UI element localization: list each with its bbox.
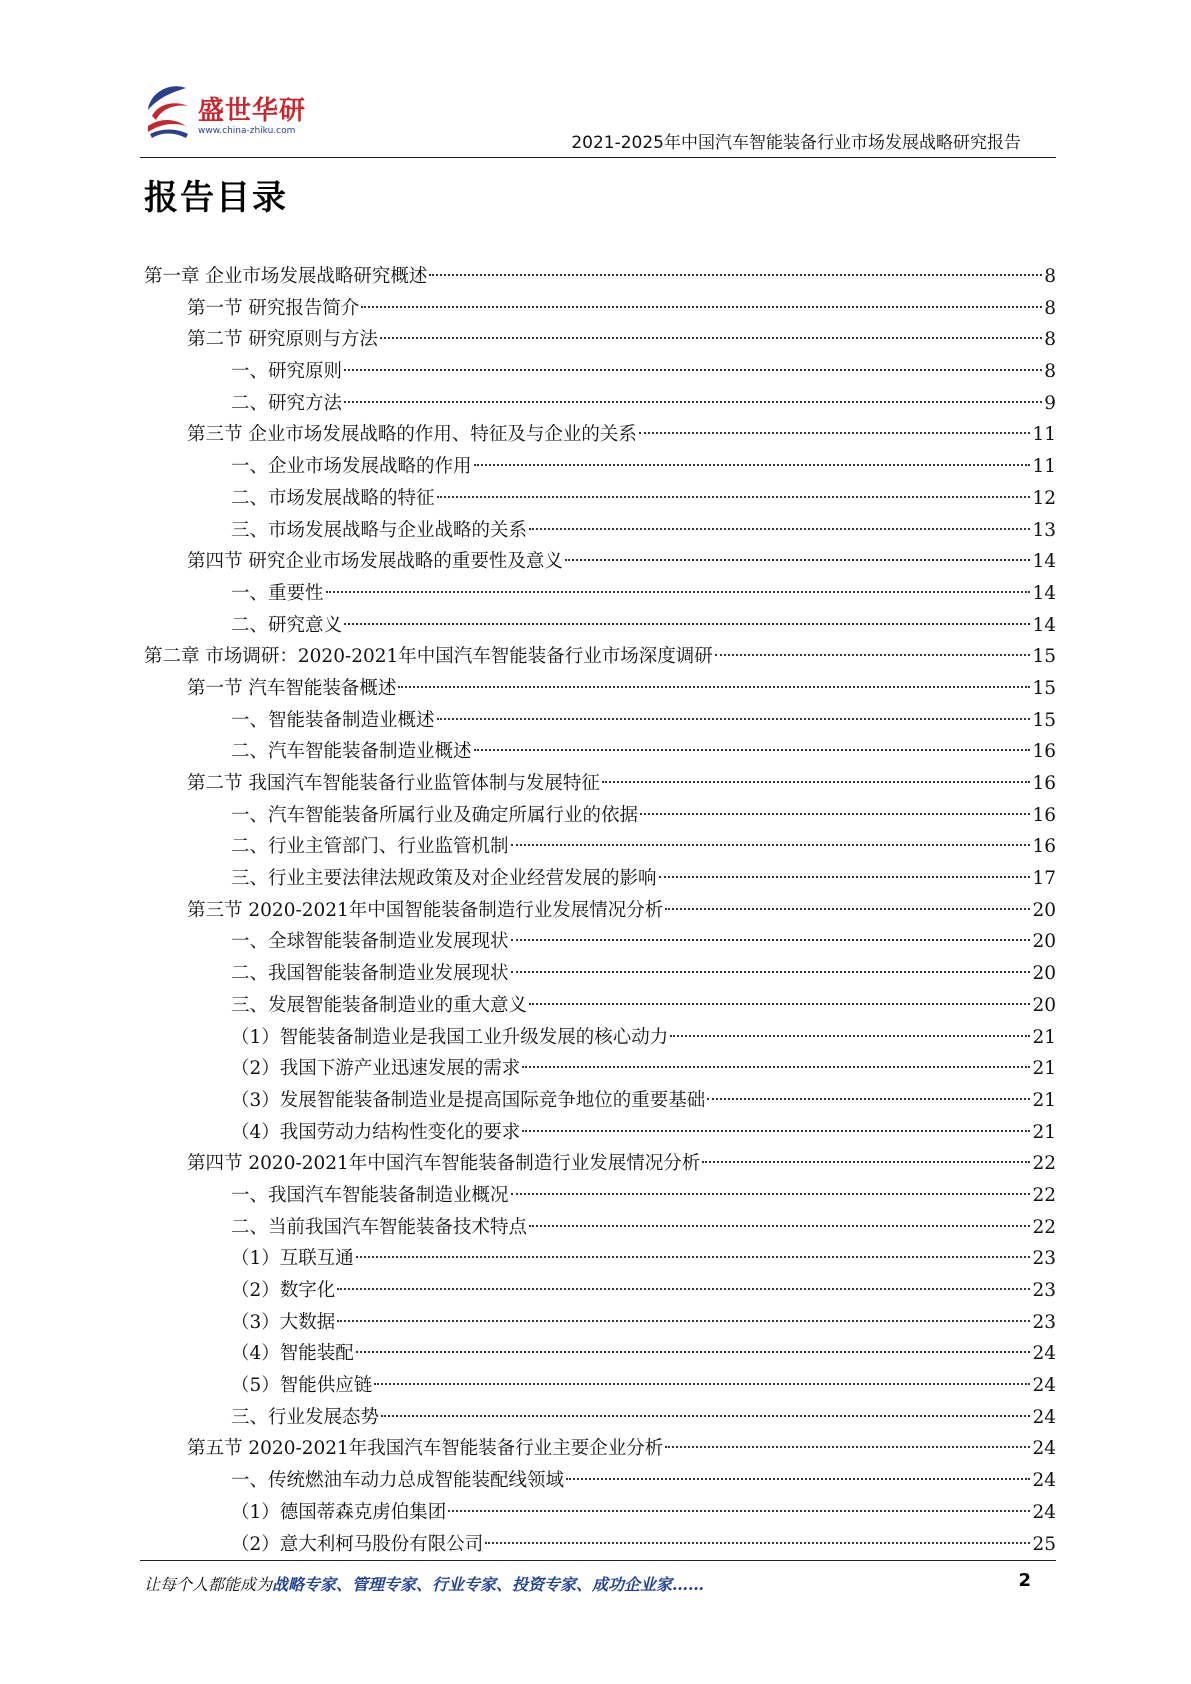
toc-entry-page: 15 [1032,677,1056,699]
toc-entry[interactable] [144,1338,1056,1370]
toc-dot-leader [344,369,1042,371]
footer-slogan-lead: 让每个人都能成为 [144,1575,273,1594]
toc-dot-leader [361,306,1042,308]
toc-entry-label: （2）我国下游产业迅速发展的需求 [231,1058,521,1080]
toc-entry-page: 16 [1032,836,1056,858]
toc-entry-label: （2）数字化 [231,1280,336,1301]
toc-dot-leader [715,654,1031,656]
toc-entry[interactable] [144,1117,1056,1149]
toc-entry-label: 一、企业市场发展战略的作用 [231,456,472,478]
page-number: 2 [1018,1570,1031,1591]
toc-entry-page: 15 [1032,646,1056,668]
toc-dot-leader [522,1130,1030,1132]
toc-dot-leader [665,908,1030,910]
toc-entry-label: 一、全球智能装备制造业发展现状 [231,931,509,953]
toc-entry-label: 第一节 汽车智能装备概述 [187,677,397,699]
toc-dot-leader [337,1320,1030,1322]
toc-entry-label: 二、研究意义 [231,614,343,636]
toc-entry-label: （3）大数据 [231,1311,336,1333]
toc-entry-page: 20 [1032,899,1056,921]
toc-entry[interactable] [144,1433,1056,1465]
report-title: 2021-2025年中国汽车智能装备行业市场发展战略研究报告 [571,133,1021,153]
toc-entry[interactable] [144,293,1056,325]
toc-entry-page: 24 [1032,1343,1056,1365]
toc-entry[interactable] [144,1085,1056,1117]
toc-entry-page: 16 [1032,773,1056,794]
toc-dot-leader [380,337,1042,339]
toc-entry[interactable] [144,831,1056,863]
toc-entry-page: 22 [1032,1153,1056,1175]
toc-dot-leader [529,1003,1030,1005]
toc-dot-leader [437,718,1031,720]
toc-dot-leader [511,939,1031,941]
toc-entry[interactable] [144,673,1056,705]
toc-entry[interactable] [144,1212,1056,1244]
toc-entry[interactable] [144,736,1056,768]
toc-entry[interactable] [144,388,1056,420]
toc-dot-leader [356,1351,1031,1353]
toc-entry-label: 第一章 企业市场发展战略研究概述 [144,266,428,287]
toc-dot-leader [602,781,1031,783]
toc-entry[interactable] [144,578,1056,610]
toc-dot-leader [437,496,1031,498]
toc-entry-label: 二、研究方法 [231,392,343,414]
toc-entry-page: 22 [1032,1184,1056,1206]
table-of-contents [144,261,1056,1560]
logo-url: www.china-zhiku.com [198,126,296,136]
toc-dot-leader [374,1383,1030,1385]
toc-entry[interactable] [144,705,1056,737]
toc-dot-leader [665,1446,1030,1448]
toc-entry[interactable] [144,800,1056,832]
toc-entry-label: （2）意大利柯马股份有限公司 [231,1533,484,1555]
toc-entry[interactable] [144,1402,1056,1434]
toc-entry[interactable] [144,863,1056,895]
toc-entry-label: 第二章 市场调研：2020-2021年中国汽车智能装备行业市场深度调研 [144,646,713,668]
toc-dot-leader [448,1510,1030,1512]
toc-entry-page: 23 [1032,1248,1056,1270]
footer-divider [140,1560,1056,1561]
toc-entry-page: 23 [1032,1311,1056,1333]
toc-dot-leader [344,401,1042,403]
toc-entry-page: 21 [1032,1089,1056,1111]
toc-entry-label: 二、汽车智能装备制造业概述 [231,741,472,763]
toc-entry[interactable] [144,356,1056,388]
toc-entry[interactable] [144,483,1056,515]
toc-entry-label: 第四节 2020-2021年中国汽车智能装备制造行业发展情况分析 [187,1153,701,1175]
toc-entry[interactable] [144,451,1056,483]
toc-entry-label: 三、行业发展态势 [231,1406,380,1428]
toc-dot-leader [474,749,1031,751]
toc-entry[interactable] [144,895,1056,927]
toc-entry-label: 一、研究原则 [231,361,343,383]
toc-dot-leader [566,1478,1030,1480]
toc-entry-label: 一、传统燃油车动力总成智能装配线领域 [231,1470,565,1492]
toc-entry-label: （1）德国蒂森克虏伯集团 [231,1501,447,1523]
toc-entry-label: （4）智能装配 [231,1343,354,1365]
toc-entry[interactable] [144,1243,1056,1275]
toc-dot-leader [398,686,1030,688]
toc-entry[interactable] [144,958,1056,990]
toc-entry-page: 14 [1032,582,1056,604]
toc-entry-page: 16 [1032,741,1056,763]
toc-entry-label: 三、市场发展战略与企业战略的关系 [231,519,528,541]
toc-entry-page: 17 [1032,868,1056,890]
toc-entry-page: 24 [1032,1501,1056,1523]
toc-entry-page: 21 [1032,1121,1056,1143]
toc-entry-label: 第二节 研究原则与方法 [187,329,378,351]
toc-entry-label: 三、发展智能装备制造业的重大意义 [231,994,528,1016]
toc-entry-label: （4）我国劳动力结构性变化的要求 [231,1121,521,1143]
header-divider [140,157,1056,158]
toc-dot-leader [529,528,1030,530]
toc-entry-page: 24 [1032,1438,1056,1460]
toc-entry-page: 13 [1032,519,1056,541]
toc-entry-page: 9 [1044,392,1056,414]
toc-entry-page: 8 [1044,329,1056,351]
toc-dot-leader [522,1066,1030,1068]
toc-entry-label: 第一节 研究报告简介 [187,297,360,319]
toc-dot-leader [511,1193,1031,1195]
toc-entry[interactable] [144,261,1056,293]
toc-entry[interactable] [144,1180,1056,1212]
toc-dot-leader [511,844,1031,846]
toc-entry[interactable] [144,1053,1056,1085]
toc-entry-label: 一、我国汽车智能装备制造业概况 [231,1184,509,1206]
toc-entry-label: （3）发展智能装备制造业是提高国际竞争地位的重要基础 [231,1089,706,1111]
toc-entry-page: 16 [1032,804,1056,826]
toc-dot-leader [326,591,1031,593]
toc-entry[interactable] [144,324,1056,356]
toc-dot-leader [702,1161,1030,1163]
page-header [0,0,1191,170]
toc-entry-page: 24 [1032,1406,1056,1428]
toc-entry[interactable] [144,546,1056,578]
toc-entry[interactable] [144,1465,1056,1497]
toc-entry-page: 11 [1032,456,1056,478]
toc-entry-page: 8 [1044,361,1056,383]
toc-dot-leader [707,1098,1030,1100]
toc-entry[interactable] [144,1275,1056,1307]
toc-entry-page: 23 [1032,1280,1056,1301]
toc-entry-page: 8 [1044,297,1056,319]
toc-entry-label: 二、当前我国汽车智能装备技术特点 [231,1216,528,1238]
toc-dot-leader [337,1288,1030,1290]
toc-entry-page: 24 [1032,1470,1056,1492]
toc-entry-page: 20 [1032,994,1056,1016]
toc-entry-page: 11 [1032,424,1056,446]
toc-entry-label: （1）互联互通 [231,1248,354,1270]
toc-dot-leader [659,876,1031,878]
toc-entry-label: 三、行业主要法律法规政策及对企业经营发展的影响 [231,868,657,890]
toc-entry-page: 8 [1044,266,1056,287]
toc-dot-leader [670,1035,1030,1037]
toc-entry-label: 一、汽车智能装备所属行业及确定所属行业的依据 [231,804,639,826]
toc-entry[interactable] [144,1497,1056,1529]
toc-entry[interactable] [144,990,1056,1022]
toc-entry[interactable] [144,641,1056,673]
toc-entry-label: 二、市场发展战略的特征 [231,487,435,509]
toc-entry-page: 21 [1032,1058,1056,1080]
toc-entry-label: 第五节 2020-2021年我国汽车智能装备行业主要企业分析 [187,1438,664,1460]
toc-entry-page: 21 [1032,1026,1056,1048]
toc-entry-page: 14 [1032,614,1056,636]
toc-dot-leader [529,1225,1030,1227]
toc-entry-label: （1）智能装备制造业是我国工业升级发展的核心动力 [231,1026,669,1048]
footer-slogan [144,1572,704,1595]
toc-dot-leader [381,1415,1030,1417]
footer-slogan-highlight: 战略专家、管理专家、行业专家、投资专家、成功企业家…… [272,1575,705,1594]
toc-dot-leader [640,813,1030,815]
logo-emblem-icon [140,82,200,144]
toc-entry-label: 第二节 我国汽车智能装备行业监管体制与发展特征 [187,773,600,794]
toc-dot-leader [356,1256,1031,1258]
toc-entry[interactable] [144,1148,1056,1180]
toc-entry-label: 二、行业主管部门、行业监管机制 [231,836,509,858]
toc-entry[interactable] [144,419,1056,451]
toc-entry-label: （5）智能供应链 [231,1375,373,1397]
toc-entry[interactable] [144,1022,1056,1054]
logo-name: 盛世华研 [198,96,307,126]
toc-entry[interactable] [144,768,1056,800]
toc-dot-leader [474,464,1031,466]
company-logo [140,82,340,152]
toc-entry[interactable] [144,610,1056,642]
toc-dot-leader [485,1542,1030,1544]
toc-dot-leader [639,432,1031,434]
toc-entry-label: 二、我国智能装备制造业发展现状 [231,963,509,985]
toc-entry-page: 12 [1032,487,1056,509]
toc-entry[interactable] [144,1307,1056,1339]
toc-dot-leader [511,971,1031,973]
toc-entry-page: 14 [1032,551,1056,573]
toc-entry-page: 15 [1032,709,1056,731]
toc-entry-label: 第四节 研究企业市场发展战略的重要性及意义 [187,551,563,573]
toc-entry-label: 一、重要性 [231,582,324,604]
toc-entry[interactable] [144,926,1056,958]
toc-entry-page: 25 [1032,1533,1056,1555]
toc-entry-page: 20 [1032,963,1056,985]
toc-entry-label: 第三节 2020-2021年中国智能装备制造行业发展情况分析 [187,899,664,921]
toc-entry-page: 24 [1032,1375,1056,1397]
toc-entry[interactable] [144,515,1056,547]
toc-entry-page: 22 [1032,1216,1056,1238]
toc-dot-leader [565,559,1031,561]
page-title: 报告目录 [144,178,288,218]
toc-dot-leader [429,274,1042,276]
toc-dot-leader [344,623,1030,625]
toc-entry-label: 第三节 企业市场发展战略的作用、特征及与企业的关系 [187,424,637,446]
toc-entry-label: 一、智能装备制造业概述 [231,709,435,731]
toc-entry-page: 20 [1032,931,1056,953]
toc-entry[interactable] [144,1370,1056,1402]
toc-entry[interactable] [144,1529,1056,1561]
